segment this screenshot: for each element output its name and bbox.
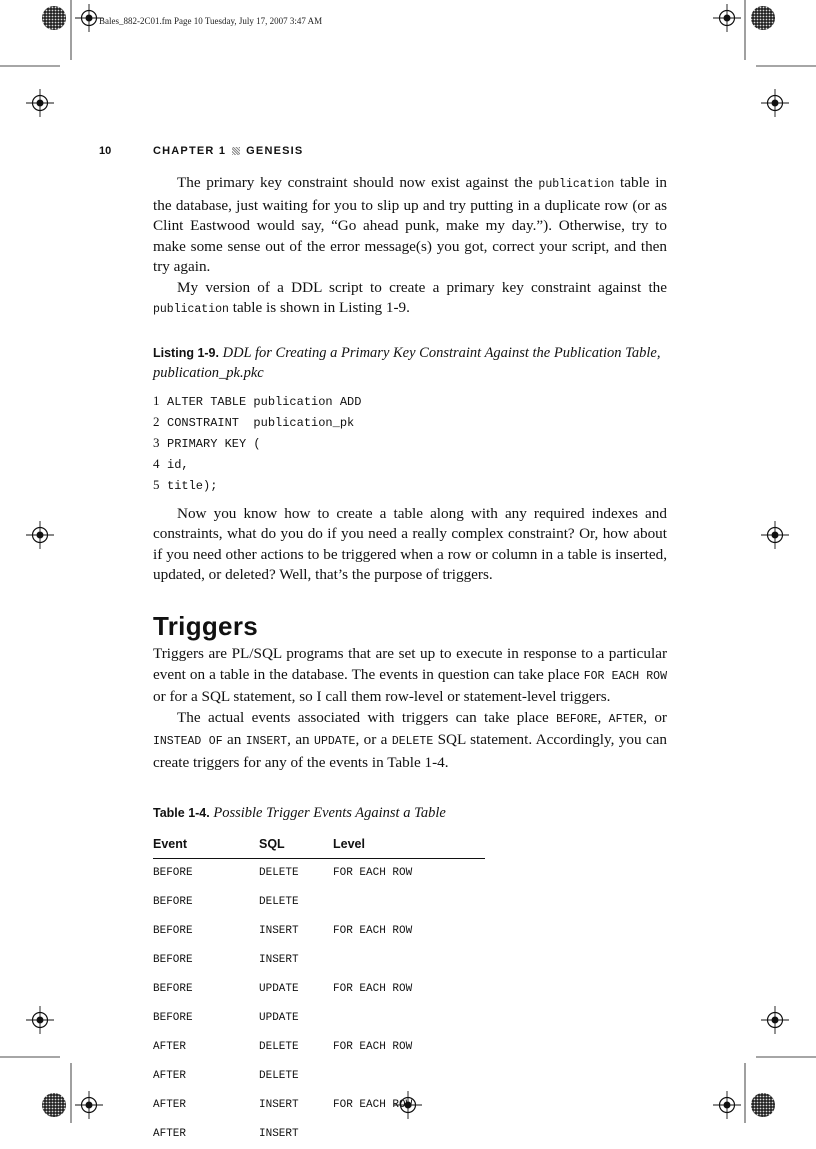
- listing-label: Listing 1-9.: [153, 345, 219, 360]
- table-row: BEFORE INSERT FOR EACH ROW: [153, 924, 413, 937]
- table-row: BEFORE DELETE FOR EACH ROW: [153, 866, 413, 879]
- paragraph-4: Triggers are PL/SQL programs that are set up to execute in response to a particular event on a table in the database. The events in question can take place FOR EACH ROW or for a SQL statement, so I call them row-level or statement-level triggers.: [153, 645, 667, 705]
- paragraph-3: Now you know how to create a table along with any required indexes and constraints, what do you do if you need a really complex constraint? Or, how about if you need other actions to be triggered when a row or column in a table is inserted, updated, or deleted? Well, that’s the purpose of triggers.: [153, 504, 667, 583]
- code-line: 5 title);: [153, 476, 218, 493]
- paragraph-2: My version of a DDL script to create a primary key constraint against the publication table is shown in Listing 1-9.: [153, 278, 667, 316]
- code-line: 3 PRIMARY KEY (: [153, 434, 261, 451]
- registration-mark-top-left-2: [26, 89, 54, 117]
- table-title: Possible Trigger Events Against a Table: [209, 805, 446, 821]
- registration-mark-mid-right: [761, 521, 789, 549]
- header-level: Level: [333, 831, 485, 858]
- registration-mark-mid-left: [26, 521, 54, 549]
- halftone-dot-top-left: [42, 6, 66, 30]
- page-number: 10: [99, 145, 112, 157]
- code-line: 2 CONSTRAINT publication_pk: [153, 413, 355, 430]
- table-row: AFTER DELETE: [153, 1069, 299, 1082]
- header-sql: SQL: [259, 831, 333, 858]
- listing-caption: [153, 343, 667, 383]
- page-body: [153, 173, 667, 1149]
- chapter-title: GENESIS: [246, 145, 304, 157]
- table-row: AFTER INSERT: [153, 1127, 299, 1140]
- table-row: BEFORE DELETE: [153, 895, 299, 908]
- table-row: BEFORE INSERT: [153, 953, 299, 966]
- chapter-separator-glyph: [232, 147, 240, 155]
- table-caption: [153, 803, 667, 823]
- trigger-events-table: [153, 831, 485, 1149]
- paragraph-5: The actual events associated with triggers can take place BEFORE, AFTER, or INSTEAD OF an INSERT, an UPDATE, or a DELETE SQL statement. Accordingly, you can create triggers for any of the events in Table 1-4.: [153, 708, 668, 771]
- registration-mark-bottom-left: [26, 1006, 54, 1034]
- registration-mark-bottom-right-2: [713, 1091, 741, 1119]
- table-row: AFTER DELETE FOR EACH ROW: [153, 1040, 413, 1053]
- halftone-dot-bottom-left: [42, 1093, 66, 1117]
- table-row: BEFORE UPDATE FOR EACH ROW: [153, 982, 413, 995]
- code-listing: [153, 391, 667, 496]
- registration-mark-top-right-2: [761, 89, 789, 117]
- header-event: Event: [153, 831, 259, 858]
- table-row: BEFORE UPDATE: [153, 1011, 299, 1024]
- file-slug: Bales_882-2C01.fm Page 10 Tuesday, July 17, 2007 3:47 AM: [99, 16, 323, 26]
- listing-title: DDL for Creating a Primary Key Constraint Against the Publication Table, publication_pk.pkc: [153, 344, 661, 381]
- running-head: [99, 145, 303, 157]
- code-line: 1 ALTER TABLE publication ADD: [153, 392, 362, 409]
- registration-mark-bottom-left-2: [75, 1091, 103, 1119]
- halftone-dot-bottom-right: [751, 1093, 775, 1117]
- table-row: AFTER INSERT FOR EACH ROW: [153, 1098, 413, 1111]
- table-header-row: [153, 831, 485, 858]
- section-heading: Triggers: [153, 610, 258, 641]
- paragraph-1: The primary key constraint should now exist against the publication table in the database, just waiting for you to slip up and try putting in a duplicate row (or as Clint Eastwood would say, “Go ahead punk, make my day.”). Otherwise, try to make some sense out of the error message(s) you got, correct your script, and then try again.: [153, 174, 668, 275]
- halftone-dot-top-right: [751, 6, 775, 30]
- registration-mark-top-right: [713, 4, 741, 32]
- code-line: 4 id,: [153, 455, 189, 472]
- chapter-label: CHAPTER 1: [153, 145, 227, 157]
- registration-mark-bottom-right: [761, 1006, 789, 1034]
- table-label: Table 1-4.: [153, 806, 210, 820]
